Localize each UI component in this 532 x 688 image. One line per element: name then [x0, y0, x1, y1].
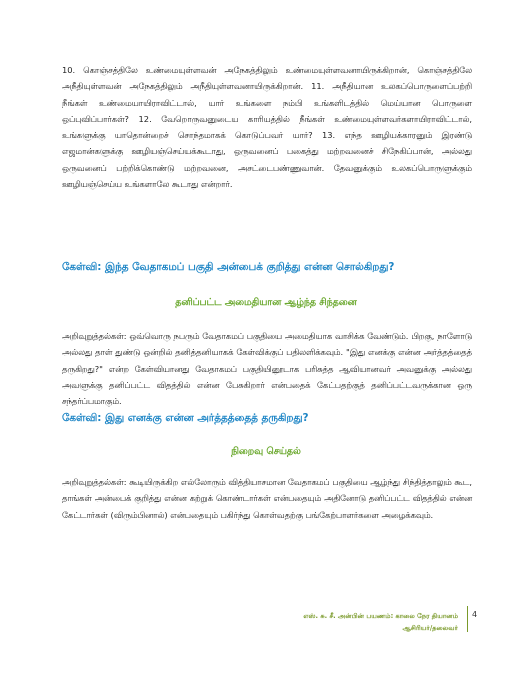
personal-reflection-instructions: அறிவுறுத்தல்கள்: ஒவ்வொரு நபரும் வேதாகமப் பகுதியை அமைதியாக வாசிக்க வேண்டும். பிறகு, நாளோடு அல்லது தாள் துண்டு ஒன்றில் தனித்தனியாகக் கேள்விக்குப் பதிலளிக்கவும். "இது எனக்கு என்ன அர்த்தத்தைத் தருகிறது?" என்ற கேள்வியானது வேதாகமப் பகுதியினூடாக பரிசுத்த ஆவியானவர் அவனுக்கு அல்லது அவளுக்கு தனிப்பட்ட விதத்தில் என்ன பேசுகிறார் என்பதைக் கேட்பதற்குத் தனிப்பட்டவருக்கான ஒரு சந்தர்ப்பமாகும்.: [62, 331, 472, 407]
footer-title: எஸ். சு. சீ. அன்பின் பயணம்: காலை நேர தியானம்: [303, 612, 458, 620]
closing-instructions: அறிவுறுத்தல்கள்: கூடியிருக்கிற எல்லோரும் வித்தியாசமான வேதாகமப் பகுதியை ஆழ்ந்து சிந்தித்தாலும் கூட, தாங்கள் அன்பைக் குறித்து என்ன கற்றுக் கொண்டார்கள் என்பதையும் அதினோடு தனிப்பட்ட விதத்தில் என்ன கேட்டார்கள் (விரும்பினால்) என்பதையும் பகிர்ந்து கொள்வதற்கு பங்கேற்பாளர்களை அழைக்கவும்.: [62, 477, 472, 520]
section-heading-personal-reflection: தனிப்பட்ட அமைதியான ஆழ்ந்த சிந்தனை: [175, 297, 357, 308]
intro-scripture-paragraph: 10. கொஞ்சத்திலே உண்மையுள்ளவன் அநேகத்திலும் உண்மையுள்ளவனாயிருக்கிறான், கொஞ்சத்திலே அநீதியுள்ளவன் அநேகத்திலும் அநீதியுள்ளவனாயிருக்கிறான். 11. அநீதியான உலகப்பொருளைப்பற்றி நீங்கள் உண்மையாயிராவிட்டால், யார் உங்களை நம்பி உங்களிடத்தில் மெய்யான பொருளை ஒப்புவிப்பார்கள்? 12. வேறொருவனுடைய காரியத்தில் நீங்கள் உண்மையுள்ளவர்களாயிராவிட்டால், உங்களுக்கு யாதொன்றைச் சொந்தமாகக் கொடுப்பவர் யார்? 13. எந்த ஊழியக்காரனும் இரண்டு எஜமான்களுக்கு ஊழியஞ்செய்யக்கூடாது, ஒருவனைப் பகைத்து மற்றவனைச் சிநேகிப்பான், அல்லது ஒருவனைப் பற்றிக்கொண்டு மற்றவனை, அசட்டைபண்ணுவான். தேவனுக்கும் உலகப்பொருளுக்கும் ஊழியஞ்செய்ய உங்களாலே கூடாது என்றார்.: [62, 65, 472, 190]
page-number: 4: [472, 610, 478, 619]
page-footer: [303, 610, 458, 634]
section-heading-closing: நிறைவு செய்தல்: [231, 446, 301, 457]
question-meaning: கேள்வி: இது எனக்கு என்ன அர்த்தத்தைத் தருகிறது?: [62, 412, 309, 424]
footer-divider: [467, 606, 468, 632]
footer-subtitle: ஆசிரியர்/தலைவர்: [402, 624, 458, 632]
question-love: கேள்வி: இந்த வேதாகமப் பகுதி அன்பைக் குறித்து என்ன சொல்கிறது?: [62, 261, 395, 273]
